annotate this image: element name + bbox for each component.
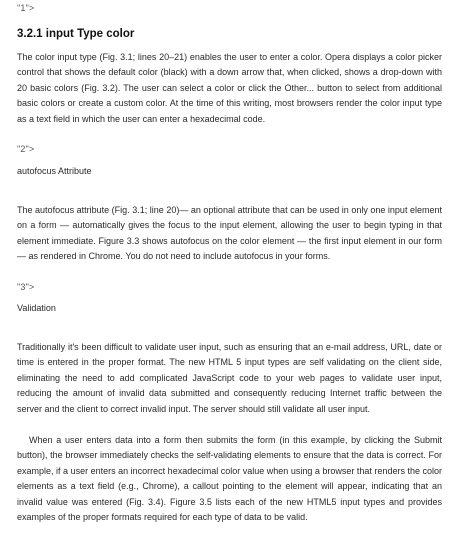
paragraph-color-input: The color input type (Fig. 3.1; lines 20–21) enables the user to enter a color. Opera displays a color picker control that shows the default color (black) with a down arrow that, when clicked, shows a drop-down with 20 basic colors (Fig. 3.2). The user can select a color or click the Other... button to select from additional basic colors or create a custom color. At the time of this writing, most browsers render the color input type as a text field in which the user can enter a hexadecimal code. bbox=[17, 52, 442, 124]
section-marker-3: "3"> bbox=[17, 282, 35, 292]
paragraph-validation-1: Traditionally it's been difficult to validate user input, such as ensuring that an e-mail address, URL, date or time is entered in the proper format. The new HTML 5 input types are self validating on the client side, eliminating the need to add complicated JavaScript code to your web pages to validate user input, reducing the amount of invalid data submitted and consequently reducing Internet traffic between the server and the client to correct invalid input. The server should still validate all user input. bbox=[17, 342, 442, 414]
paragraph-validation-2: When a user enters data into a form then submits the form (in this example, by clicking the Submit button), the browser immediately checks the self-validating elements to ensure that the data is correct. For example, if a user enters an incorrect hexadecimal color value when using a browser that renders the color elements as a text field (e.g., Chrome), a callout pointing to the element will appear, indicating that an invalid value was entered (Fig. 3.4). Figure 3.5 lists each of the new HTML5 input types and provides examples of the proper formats required for each type of data to be valid. bbox=[17, 435, 442, 523]
subheading-validation: Validation bbox=[17, 303, 56, 313]
section-marker-2: "2"> bbox=[17, 144, 35, 154]
section-heading: 3.2.1 input Type color bbox=[17, 28, 135, 40]
paragraph-autofocus: The autofocus attribute (Fig. 3.1; line 20)— an optional attribute that can be used in only one input element on a form — automatically gives the focus to the input element, allowing the user to begin typing in that element immediate. Figure 3.3 shows autofocus on the color element — the first input element in our form — as rendered in Chrome. You do not need to include autofocus in your forms. bbox=[17, 205, 442, 262]
subheading-autofocus: autofocus Attribute bbox=[17, 166, 92, 176]
section-marker-1: "1"> bbox=[17, 3, 35, 13]
